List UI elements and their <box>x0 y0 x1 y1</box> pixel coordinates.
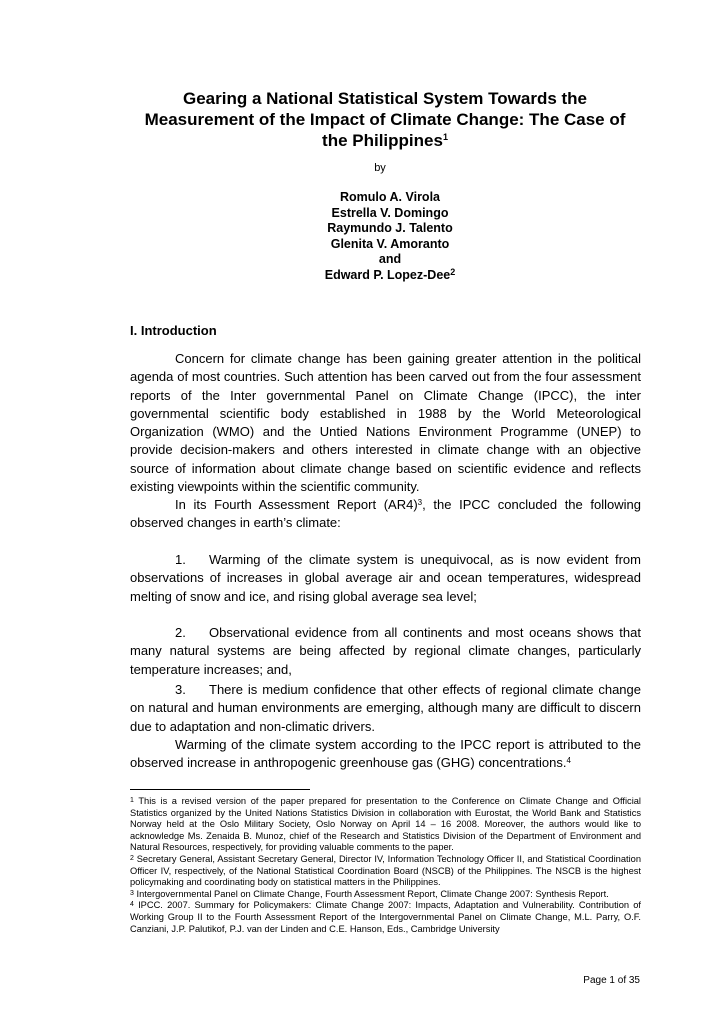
list-number: 1. <box>175 552 186 567</box>
list-number: 2. <box>175 625 186 640</box>
page-number: Page 1 of 35 <box>583 975 640 986</box>
footnote: $^2$ Secretary General, Assistant Secretary General, Director IV, Information Technology Officer II, and Statistical Coordination Officer IV, respectively, of the National Statistical Coordination Board (NSCB) of the Philippines. The NSCB is the highest policymaking and coordinating body on statistical matters in the Philippines. <box>130 853 641 888</box>
author-conjunction: and <box>378 252 402 267</box>
footnote: $^1$ This is a revised version of the paper prepared for presentation to the Conference on Climate Change and Official Statistics organized by the United Nations Statistics Division in collaboration with Eurostat, the World Bank and Statistics Norway held at the Oslo Military Society, Oslo Norway on April 14 – 16 2008. Moreover, the authors would like to acknowledge Ms. Zenaida B. Munoz, chief of the Research and Statistics Division of the Department of Environment and Natural Resources, respectively, for providing valuable comments to the paper. <box>130 796 641 853</box>
section-heading: I. Introduction <box>130 323 217 338</box>
list-item-1: 1. Warming of the climate system is unequivocal, as is now evident from observations of increases in global average air and ocean temperatures, widespread melting of snow and ice, and rising global average sea level; <box>130 552 641 604</box>
author-name: Romulo A. Virola <box>339 190 440 204</box>
paragraph-ar4: In its Fourth Assessment Report $(AR4)^3$, the IPCC concluded the following observed changes in earth’s climate: <box>130 497 641 531</box>
authors-footnote-mark: 2 <box>450 266 456 277</box>
list-item-2: 2. Observational evidence from all continents and most oceans shows that many natural systems are being affected by regional climate changes, particularly temperature increases; and, <box>130 625 641 677</box>
author-name: Estrella V. Domingo <box>331 205 449 220</box>
footnote-mark-4: 4 <box>566 756 571 766</box>
list-item-3: 3. There is medium confidence that other effects of regional climate change on natural and human environments are emerging, although many are difficult to discern due to adaptation and non-climatic drivers. <box>130 682 641 734</box>
by-line: by <box>374 162 386 174</box>
footnote-mark-3: 3 <box>417 498 423 507</box>
paragraph-warming: Warming of the climate system according to the IPCC report is attributed to the observed increase in anthropogenic greenhouse gas (GHG) concentrations.$^4$ <box>130 737 641 771</box>
author-name: Raymundo J. Talento <box>327 221 453 236</box>
title-footnote-mark: 1 <box>442 132 448 142</box>
footnote: $^4$ IPCC. 2007. Summary for Policymakers: Climate Change 2007: Impacts, Adaptation and Vulnerability. Contribution of Working Group II to the Fourth Assessment Report of the Intergovernmental Panel on Climate Change, M.L. Parry, O.F. Canziani, J.P. Palutikof, P.J. van der Linden and C.E. Hanson, Eds., Cambridge University <box>130 900 641 934</box>
paragraph-intro: Concern for climate change has been gaining greater attention in the political agenda of most countries. Such attention has been carved out from the four assessment reports of the Inter governmental Panel on Climate Change (IPCC), the inter governmental scientific body established in 1988 by the World Meteorological Organization (WMO) and the Untied Nations Environment Programme (UNEP) to provide decision-makers and others interested in climate change with an objective source of information about climate change based on scientific evidence and reflects existing viewpoints within the scientific community. <box>130 351 641 495</box>
footnote: $^3$ Intergovernmental Panel on Climate Change, Fourth Assessment Report, Climate Change 2007: Synthesis Report. <box>130 888 609 899</box>
author-name: Glenita V. Amoranto <box>330 236 450 251</box>
list-number: 3. <box>175 682 186 697</box>
footnote-divider <box>130 789 310 790</box>
footnotes <box>130 796 641 935</box>
author-list <box>280 190 500 284</box>
author-name: Edward P. Lopez-Dee$^2$ <box>324 266 456 282</box>
paper-title: Gearing a National Statistical System Towards the Measurement of the Impact of Climate Change: The Case of the Philippines$^1$ <box>144 89 626 150</box>
